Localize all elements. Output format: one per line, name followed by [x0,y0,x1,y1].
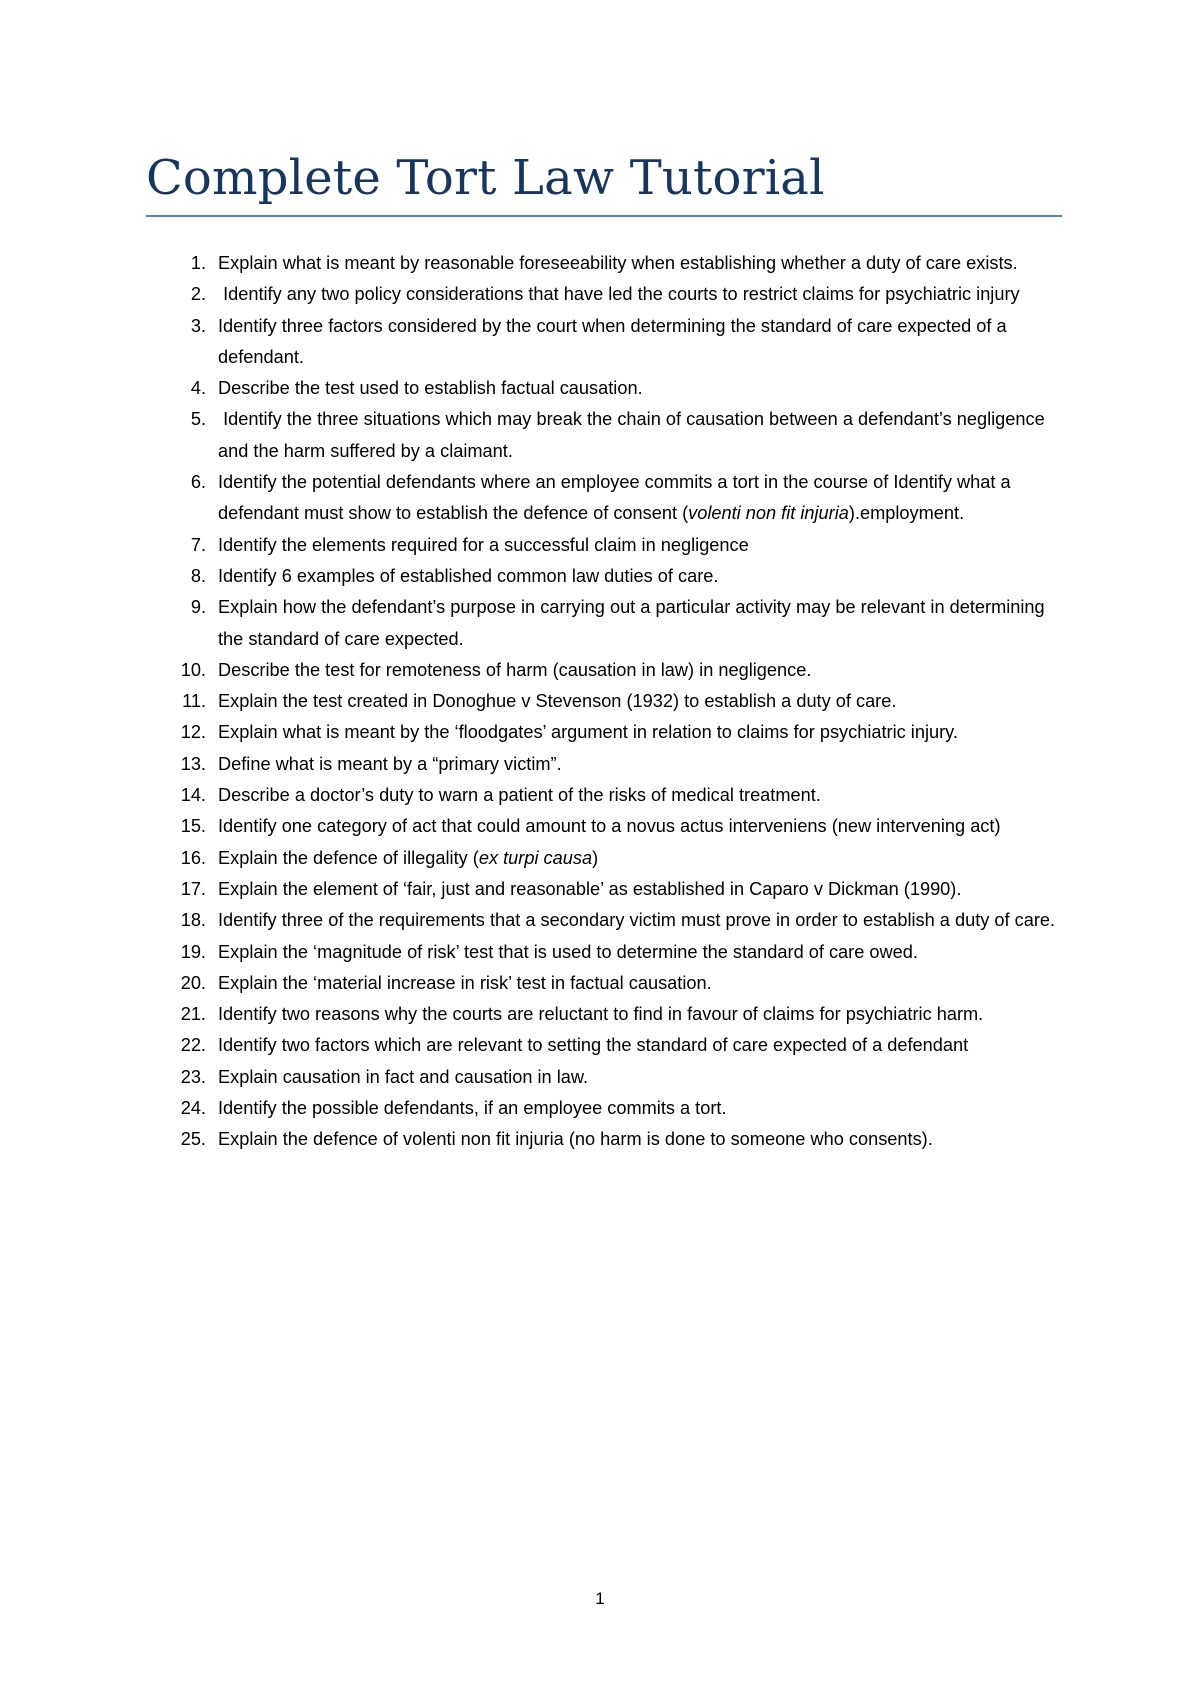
question-item [146,686,1066,717]
question-item [146,1062,1066,1093]
question-item [146,592,1066,655]
document-title: Complete Tort Law Tutorial [146,150,825,206]
question-number: 4. [190,378,206,399]
question-item [146,999,1066,1030]
question-text: Identify three of the requirements that a secondary victim must prove in order to establish a duty of care. [218,910,1056,931]
question-number: 1. [190,253,206,273]
question-number: 25. [180,1129,206,1150]
question-number: 19. [180,941,206,962]
question-item [146,905,1066,936]
question-text-part: Explain the defence of illegality ( [218,847,479,868]
question-number: 2. [190,284,206,305]
question-item [146,373,1066,404]
question-item [146,530,1066,561]
question-item [146,248,1066,279]
question-number: 11. [182,691,206,712]
italic-term: volenti non fit injuria [688,503,849,524]
question-number: 6. [190,472,206,493]
question-item [146,717,1066,748]
question-text: Identify one category of act that could amount to a novus actus interveniens (new intervening act) [218,816,1001,837]
question-item [146,1124,1066,1155]
question-text: Explain the element of ‘fair, just and reasonable’ as established in Caparo v Dickman (1990). [218,878,962,899]
question-text: Describe the test for remoteness of harm (causation in law) in negligence. [218,659,812,680]
question-number: 10. [180,659,206,680]
question-number: 13. [180,753,206,774]
question-item [146,279,1066,310]
question-number: 21. [180,1004,206,1025]
question-text [218,843,1066,874]
question-text: Identify the three situations which may break the chain of causation between a defendant’s negligence and the harm suffered by a claimant. [218,409,1050,461]
question-text: Define what is meant by a “primary victim”. [218,753,562,774]
question-item [146,968,1066,999]
question-item [146,655,1066,686]
question-item [146,811,1066,842]
question-text: Explain the ‘magnitude of risk’ test that is used to determine the standard of care owed. [218,941,918,962]
question-text: Identify 6 examples of established common law duties of care. [218,565,719,586]
question-text: Identify the elements required for a successful claim in negligence [218,534,749,555]
question-item [146,874,1066,905]
question-text-part: ).employment. [848,503,965,524]
question-number: 7. [190,534,206,555]
question-list [146,248,1066,1156]
question-text: Identify two reasons why the courts are reluctant to find in favour of claims for psychiatric harm. [218,1004,984,1025]
question-text-part: ) [592,847,599,868]
question-text: Identify any two policy considerations that have led the courts to restrict claims for psychiatric injury [218,284,1020,305]
question-number: 16. [180,847,206,868]
question-text: Identify three factors considered by the court when determining the standard of care expected of a defendant. [218,315,1007,367]
question-number: 18. [180,910,206,931]
question-text: Explain the ‘material increase in risk’ test in factual causation. [218,972,712,993]
question-text: Identify two factors which are relevant to setting the standard of care expected of a defendant [218,1035,969,1056]
question-number: 12. [180,722,206,743]
question-text [218,467,1066,530]
question-number: 22. [180,1035,206,1056]
question-text: Explain causation in fact and causation in law. [218,1066,589,1087]
question-item [146,561,1066,592]
question-item [146,937,1066,968]
question-number: 20. [180,972,206,993]
question-text: Explain what is meant by the ‘floodgates’ argument in relation to claims for psychiatric injury. [218,722,958,743]
question-number: 15. [180,816,206,837]
question-text: Identify the possible defendants, if an employee commits a tort. [218,1098,727,1119]
question-item [146,311,1066,374]
question-item [146,780,1066,811]
question-text: Explain the test created in Donoghue v Stevenson (1932) to establish a duty of care. [218,691,897,712]
question-item [146,1093,1066,1124]
question-text: Describe a doctor’s duty to warn a patient of the risks of medical treatment. [218,785,821,806]
question-text: Explain what is meant by reasonable foreseeability when establishing whether a duty of care exists. [218,253,1018,273]
question-number: 3. [190,315,206,336]
question-number: 23. [180,1066,206,1087]
question-number: 14. [180,785,206,806]
question-text: Explain the defence of volenti non fit injuria (no harm is done to someone who consents). [218,1129,933,1150]
title-underline [146,215,1062,217]
question-item [146,1030,1066,1061]
question-number: 9. [190,597,206,618]
question-item [146,749,1066,780]
question-number: 17. [180,878,206,899]
page-number: 1 [595,1589,605,1608]
question-number: 8. [190,565,206,586]
question-item [146,404,1066,467]
question-text: Describe the test used to establish factual causation. [218,378,643,399]
italic-term: ex turpi causa [478,847,593,868]
question-item [146,467,1066,530]
question-number: 5. [190,409,206,430]
question-item [146,843,1066,874]
question-text-part: Identify the potential defendants where an employee commits a tort in the course of Identify what a defendant must show to establish the defence of consent ( [218,472,1011,524]
question-text: Explain how the defendant’s purpose in carrying out a particular activity may be relevant in determining the standard of care expected. [218,597,1045,649]
question-number: 24. [180,1098,206,1119]
